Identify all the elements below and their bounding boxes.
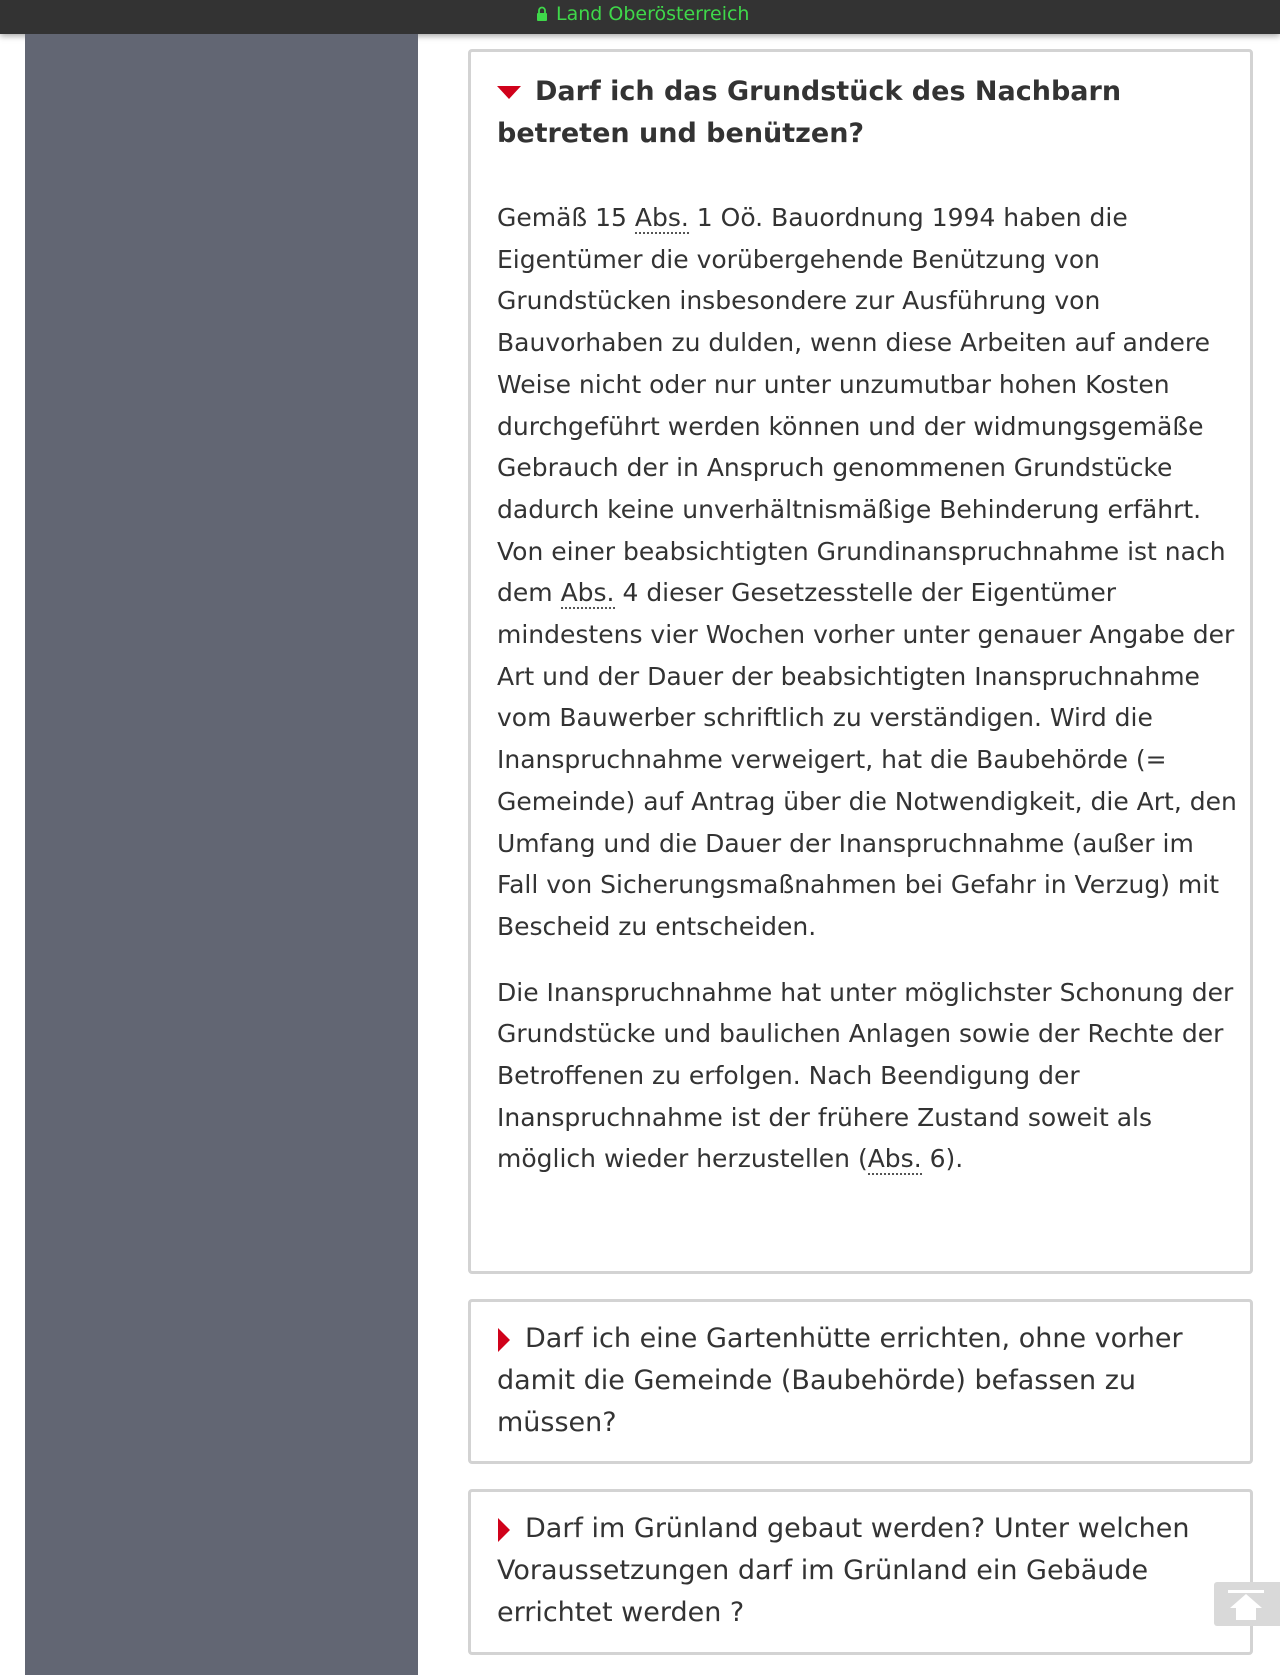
back-to-top-button[interactable]	[1214, 1582, 1280, 1626]
answer-paragraph: Die Inanspruchnahme hat unter möglichster Schonung der Grundstücke und baulichen Anlagen sowie der Rechte der Betroffenen zu erfolgen. Nach Beendigung der Inanspruchnahme ist der frühere Zustand soweit als möglich wieder herzustellen (Abs. 6).	[497, 977, 1234, 1174]
lock-icon	[536, 6, 548, 22]
answer-paragraph: Gemäß 15 Abs. 1 Oö. Bauordnung 1994 haben die Eigentümer die vorübergehende Benützung von Grundstücken insbesondere zur Ausführung von Bauvorhaben zu dulden, wenn diese Arbeiten auf andere Weise nicht oder nur unter unzumutbar hohen Kosten durchgeführt werden können und der widmungsgemäße Gebrauch der in Anspruch genommenen Grundstücke dadurch keine unverhältnismäßige Behinderung erfährt. Von einer beabsichtigten Grundinanspruchnahme ist nach dem Abs. 4 dieser Gesetzesstelle der Eigentümer mindestens vier Wochen vorher unter genauer Angabe der Art und der Dauer der beabsichtigten Inanspruchnahme vom Bauwerber schriftlich zu verständigen. Wird die Inanspruchnahme verweigert, hat die Baubehörde (= Gemeinde) auf Antrag über die Notwendigkeit, die Art, den Umfang und die Dauer der Inanspruchnahme (außer im Fall von Sicherungsmaßnahmen bei Gefahr in Verzug) mit Bescheid zu entscheiden.	[497, 203, 1237, 941]
faq-question-toggle[interactable]	[497, 1318, 1217, 1444]
sidebar-panel	[25, 34, 418, 1675]
faq-item-collapsed[interactable]	[468, 1489, 1253, 1655]
abbreviation[interactable]: Abs.	[867, 1144, 922, 1174]
faq-question-text: Darf im Grünland gebaut werden? Unter welchen Voraussetzungen darf im Grünland ein Gebäude errichtet werden ?	[497, 1513, 1190, 1628]
faq-question-text: Darf ich eine Gartenhütte errichten, ohne vorher damit die Gemeinde (Baubehörde) befassen zu müssen?	[497, 1323, 1183, 1438]
triangle-right-icon	[497, 1518, 511, 1542]
abbreviation[interactable]: Abs.	[634, 203, 689, 232]
faq-answer	[497, 197, 1237, 1204]
faq-question-toggle[interactable]	[497, 1508, 1217, 1634]
top-bar	[0, 0, 1280, 34]
triangle-down-icon	[497, 86, 521, 100]
faq-item-open	[468, 49, 1253, 1274]
abbreviation[interactable]: Abs.	[560, 578, 615, 608]
arrow-up-home-icon	[1214, 1582, 1280, 1626]
triangle-right-icon	[497, 1328, 511, 1352]
site-label: Land Oberösterreich	[556, 3, 750, 25]
faq-question-text: Darf ich das Grundstück des Nachbarn betreten und benützen?	[497, 76, 1122, 149]
site-link[interactable]	[536, 3, 749, 25]
faq-question-toggle[interactable]	[497, 71, 1217, 155]
faq-item-collapsed[interactable]	[468, 1299, 1253, 1464]
